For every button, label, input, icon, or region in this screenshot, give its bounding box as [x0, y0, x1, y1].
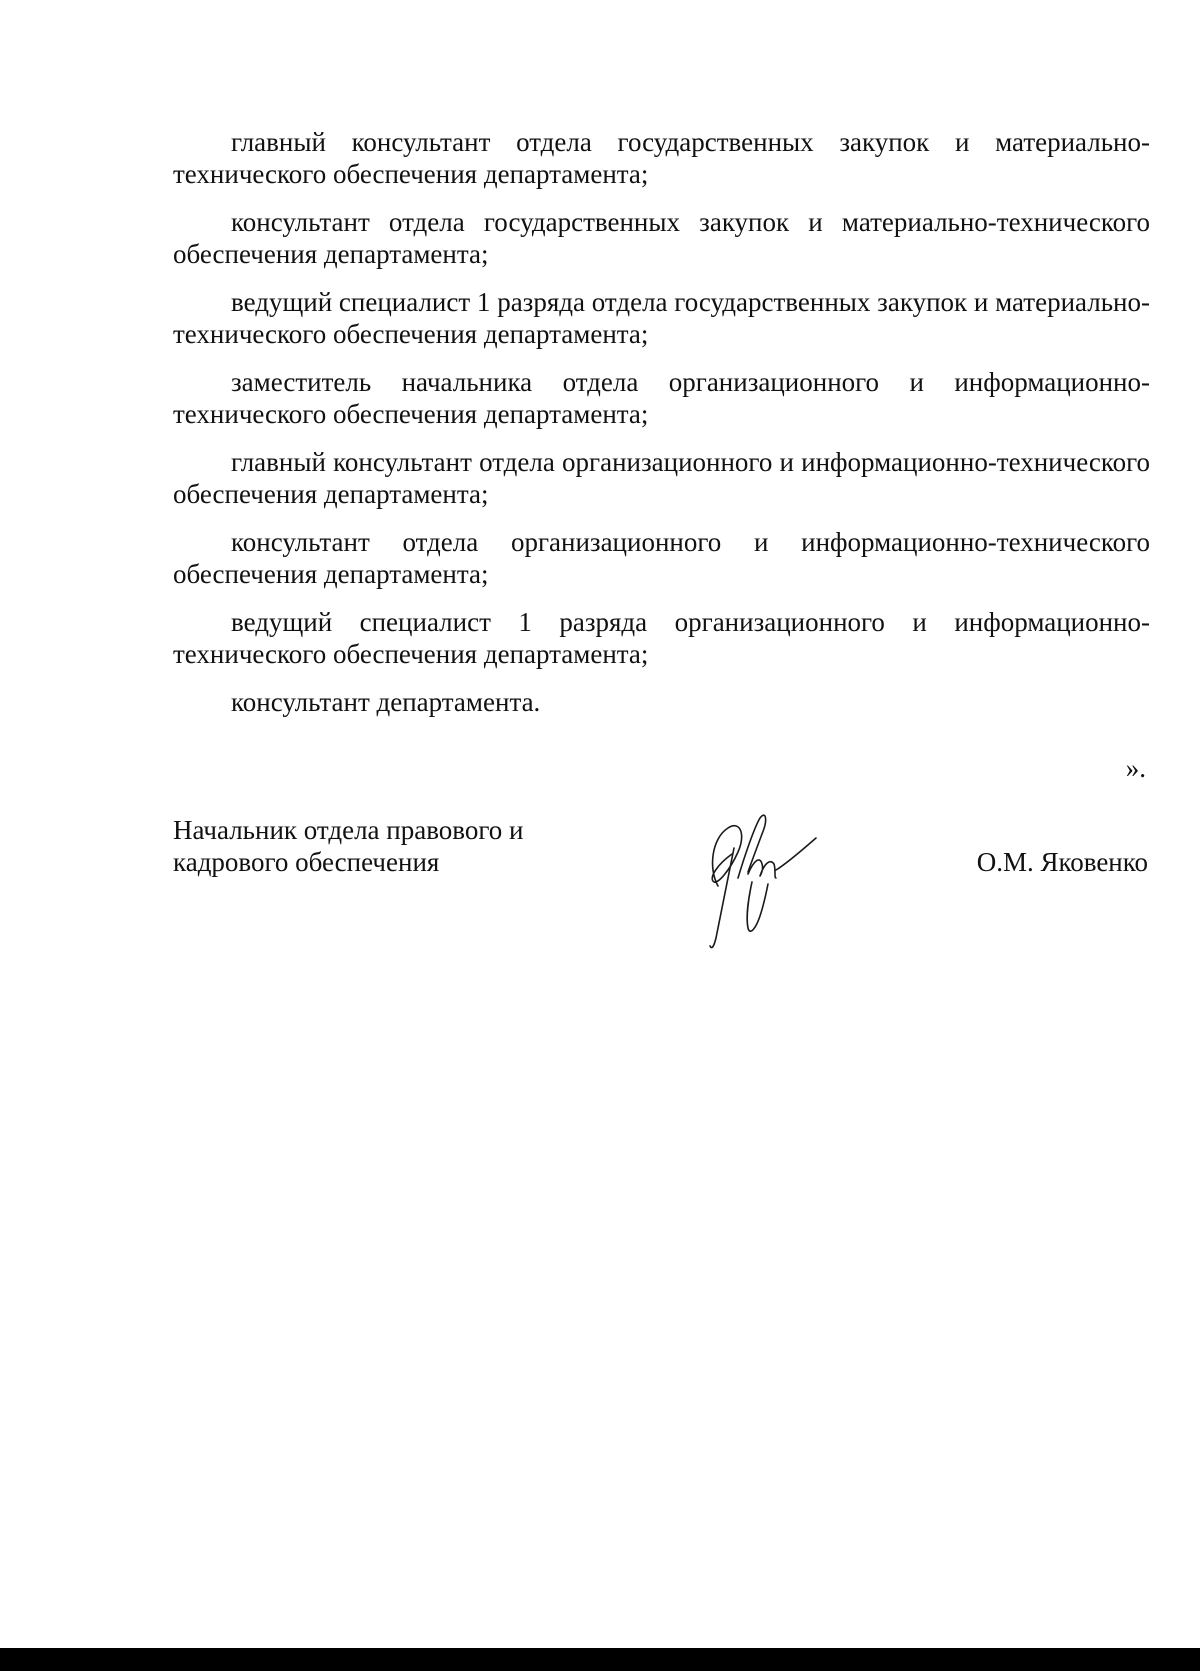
- paragraph: заместитель начальника отдела организационного и информационно-технического обеспечения департамента;: [173, 367, 1150, 429]
- closing-quote: ».: [1125, 753, 1146, 783]
- paragraph: главный консультант отдела организационного и информационно-технического обеспечения департамента;: [173, 447, 1150, 509]
- signer-title-line: Начальник отдела правового и: [173, 815, 524, 845]
- signer-title: [173, 814, 623, 878]
- paragraph: главный консультант отдела государственных закупок и материально-технического обеспечения департамента;: [173, 127, 1150, 189]
- paragraph: ведущий специалист 1 разряда отдела государственных закупок и материально-технического обеспечения департамента;: [173, 287, 1150, 349]
- paragraph: консультант департамента.: [231, 687, 541, 717]
- signer-title-line: кадрового обеспечения: [173, 847, 440, 877]
- paragraph: ведущий специалист 1 разряда организационного и информационно-технического обеспечения департамента;: [173, 607, 1150, 669]
- document-body: [173, 126, 1150, 734]
- signer-name: О.М. Яковенко: [976, 847, 1148, 877]
- handwritten-signature: [688, 808, 848, 958]
- paragraph: консультант отдела государственных закупок и материально-технического обеспечения департамента;: [173, 207, 1150, 269]
- paragraph: консультант отдела организационного и информационно-технического обеспечения департамента;: [173, 527, 1150, 589]
- scan-edge-bar: [0, 1648, 1200, 1671]
